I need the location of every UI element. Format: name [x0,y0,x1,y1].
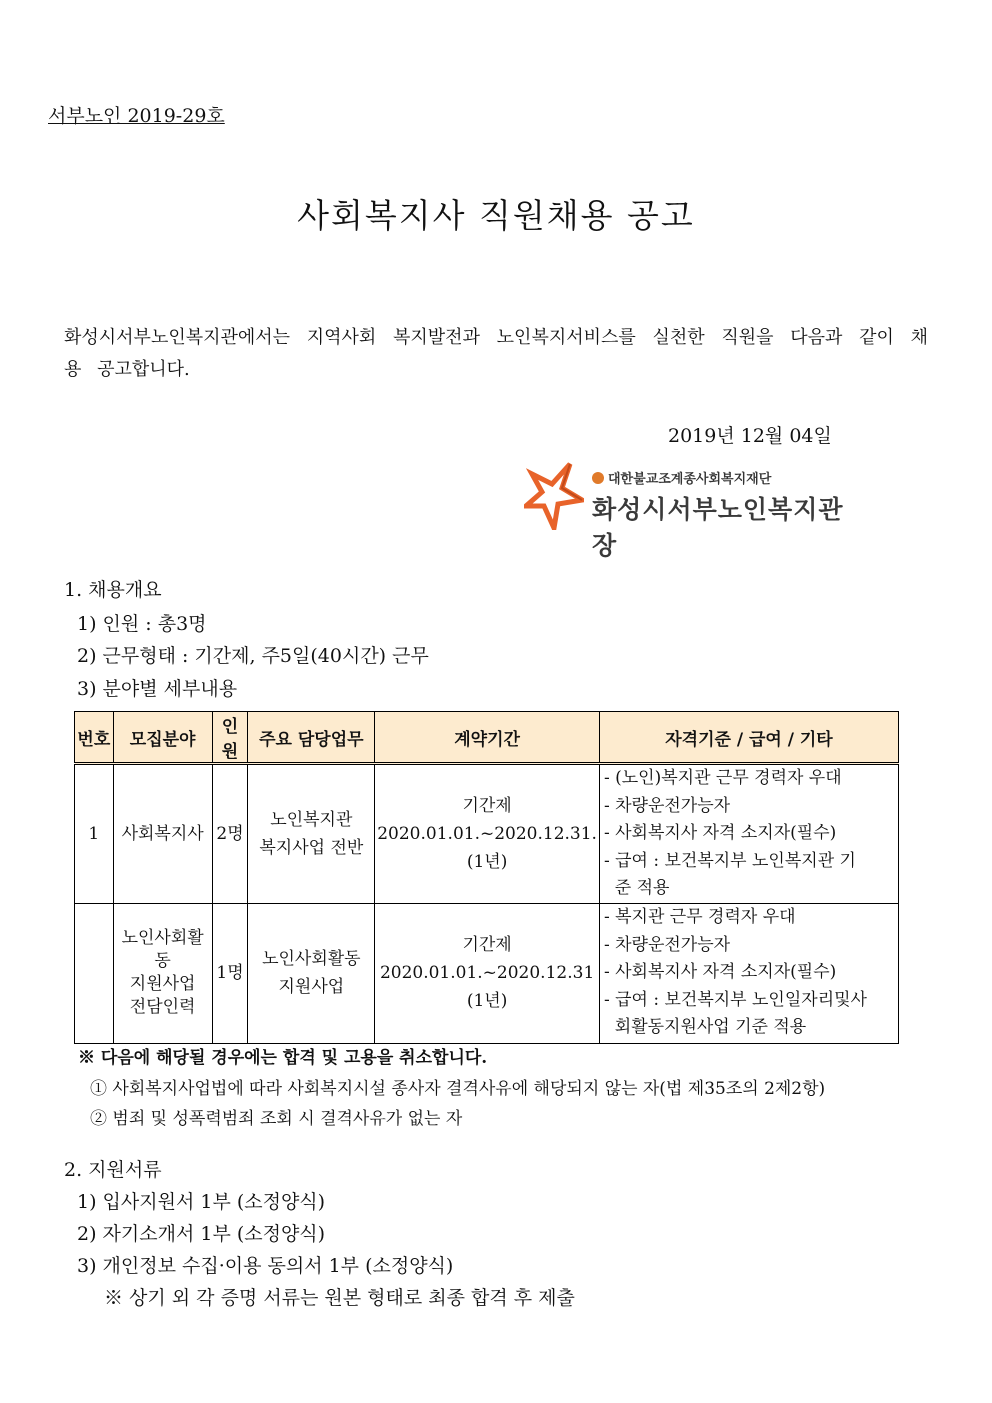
period-line: (1년) [466,991,508,1011]
row-count: 2명 [212,764,248,904]
duty-line: 지원사업 [278,977,345,997]
section-2-note: ※ 상기 외 각 증명 서류는 원본 형태로 최종 합격 후 제출 [104,1287,575,1309]
cancellation-condition-1: ① 사회복지사업법에 따라 사회복지시설 종사자 결격사유에 해당되지 않는 자(법 제35조의 2제2항) [90,1079,826,1099]
row-qualifications [599,903,898,1043]
header-field: 모집분야 [113,712,212,764]
row-number: 1 [75,764,114,904]
document-number: 서부노인 2019-29호 [48,105,225,127]
field-line: 전담인력 [129,997,196,1017]
recruitment-table [74,711,899,1044]
section-1-item-2: 2) 근무형태 : 기간제, 주5일(40시간) 근무 [77,645,429,667]
qualification-line: - 사회복지사 자격 소지자(필수) [603,962,837,983]
header-duty: 주요 담당업무 [248,712,375,764]
table-row [75,903,899,1043]
foundation-name-text: 대한불교조계종사회복지재단 [608,472,772,487]
section-1-item-1: 1) 인원 : 총3명 [77,613,207,635]
table-header-row [75,712,899,764]
header-count: 인원 [212,712,248,764]
row-field: 사회복지사 [113,764,212,904]
page-title: 사회복지사 직원채용 공고 [297,196,695,235]
section-2-heading: 2. 지원서류 [64,1159,162,1181]
row-period [375,764,600,904]
organization-logo [524,460,864,560]
dharma-wheel-icon [592,472,604,484]
section-1-heading: 1. 채용개요 [64,579,162,601]
period-line: 2020.01.01.~2020.12.31. [377,823,597,844]
qualification-line: 준 적용 [603,878,670,898]
section-1-item-3: 3) 분야별 세부내용 [77,678,238,700]
qualification-line: - 급여 : 보건복지부 노인복지관 기 [603,850,856,871]
qualification-line: - (노인)복지관 근무 경력자 우대 [603,768,842,788]
foundation-name [592,468,771,487]
period-line: 기간제 [462,795,512,816]
qualification-line: 회활동지원사업 기준 적용 [603,1017,807,1038]
row-period [375,903,600,1043]
qualification-line: - 차량운전가능자 [603,795,731,816]
section-2-item-3: 3) 개인정보 수집·이용 동의서 1부 (소정양식) [77,1255,454,1277]
row-duty [248,764,375,904]
duty-line: 노인복지관 [270,809,353,830]
cancellation-condition-2: ② 범죄 및 성폭력범죄 조회 시 결격사유가 없는 자 [90,1109,463,1129]
organization-name: 화성시서부노인복지관장 [592,495,844,560]
table-row [75,764,899,904]
intro-paragraph: 화성시서부노인복지관에서는 지역사회 복지발전과 노인복지서비스를 실천한 직원을 다음과 같이 채용 공고합니다. [64,327,928,380]
header-number: 번호 [75,712,114,764]
qualification-line: - 차량운전가능자 [603,934,731,955]
announcement-date: 2019년 12월 04일 [668,425,832,447]
field-line: 노인사회활동 [121,928,204,971]
period-line: 2020.01.01.~2020.12.31 [379,963,595,983]
header-qualification: 자격기준 / 급여 / 기타 [599,712,898,764]
header-period: 계약기간 [375,712,600,764]
field-line: 지원사업 [129,974,196,994]
qualification-line: - 급여 : 보건복지부 노인일자리및사 [603,989,867,1010]
section-2-item-2: 2) 자기소개서 1부 (소정양식) [77,1223,326,1245]
qualification-line: - 복지관 근무 경력자 우대 [603,907,796,928]
row-qualifications [599,764,898,904]
star-logo-icon [524,460,584,530]
row-count: 1명 [212,903,248,1043]
qualification-line: - 사회복지사 자격 소지자(필수) [603,823,837,843]
row-number [75,903,114,1043]
duty-line: 복지사업 전반 [259,837,364,858]
duty-line: 노인사회활동 [262,949,361,969]
period-line: (1년) [466,851,508,872]
period-line: 기간제 [462,935,512,955]
row-field [113,903,212,1043]
section-2-item-1: 1) 입사지원서 1부 (소정양식) [77,1191,326,1213]
row-duty [248,903,375,1043]
cancellation-notice-heading: ※ 다음에 해당될 경우에는 합격 및 고용을 취소합니다. [78,1048,488,1068]
